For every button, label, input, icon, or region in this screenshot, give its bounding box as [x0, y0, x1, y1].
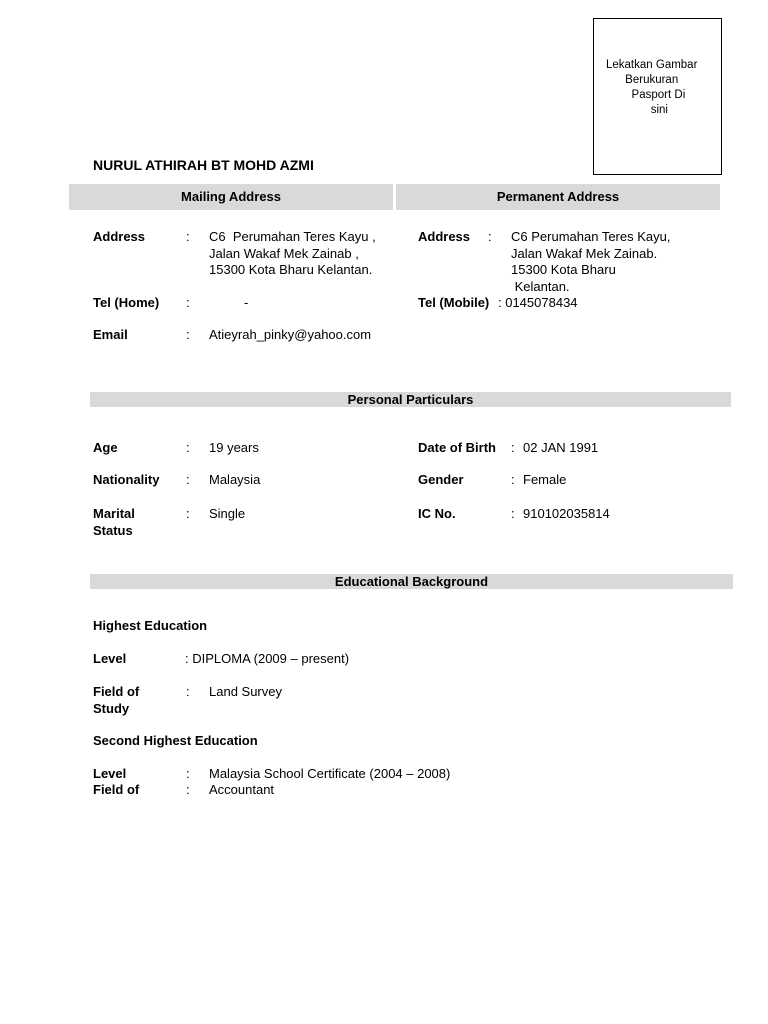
- separator: :: [186, 229, 190, 244]
- age-label: Age: [93, 440, 118, 455]
- separator: :: [511, 472, 515, 487]
- tel-mobile-value: : 0145078434: [498, 295, 578, 310]
- applicant-name: NURUL ATHIRAH BT MOHD AZMI: [93, 157, 314, 173]
- separator: :: [511, 506, 515, 521]
- highest-level-value: : DIPLOMA (2009 – present): [185, 651, 350, 666]
- separator: :: [186, 295, 190, 310]
- separator: :: [186, 766, 190, 781]
- mailing-address-value: C6 Perumahan Teres Kayu , Jalan Wakaf Mek Zainab , 15300 Kota Bharu Kelantan.: [209, 229, 376, 277]
- separator: :: [186, 782, 190, 797]
- highest-field-value: Land Survey: [209, 684, 282, 699]
- separator: :: [186, 327, 190, 342]
- dob-label: Date of Birth: [418, 440, 496, 455]
- separator: :: [511, 440, 515, 455]
- email-label: Email: [93, 327, 128, 342]
- second-level-label: Level: [93, 766, 127, 781]
- second-field-value: Accountant: [209, 782, 275, 797]
- separator: :: [186, 440, 190, 455]
- marital-status-label: Marital Status: [93, 506, 135, 538]
- email-value: Atieyrah_pinky@yahoo.com: [209, 327, 372, 342]
- photo-placeholder-text: Lekatkan Gambar Berukuran Pasport Di sini: [606, 59, 698, 116]
- highest-education-heading: Highest Education: [93, 618, 208, 633]
- separator: :: [186, 506, 190, 521]
- separator: :: [488, 229, 492, 244]
- mailing-address-label: Address: [93, 229, 146, 244]
- gender-value: Female: [523, 472, 567, 487]
- separator: :: [186, 472, 190, 487]
- tel-home-value: -: [244, 295, 249, 310]
- highest-field-label: Field of Study: [93, 684, 140, 716]
- separator: :: [186, 684, 190, 699]
- mailing-address-heading: Mailing Address: [69, 184, 393, 210]
- marital-status-value: Single: [209, 506, 246, 521]
- highest-level-label: Level: [93, 651, 127, 666]
- permanent-address-label: Address: [418, 229, 471, 244]
- second-field-label: Field of: [93, 782, 140, 797]
- tel-home-label: Tel (Home): [93, 295, 160, 310]
- tel-mobile-label: Tel (Mobile): [418, 295, 490, 310]
- permanent-address-heading: Permanent Address: [396, 184, 720, 210]
- personal-particulars-heading: Personal Particulars: [90, 392, 731, 407]
- ic-label: IC No.: [418, 506, 456, 521]
- age-value: 19 years: [209, 440, 259, 455]
- nationality-label: Nationality: [93, 472, 160, 487]
- ic-value: 910102035814: [523, 506, 610, 521]
- second-level-value: Malaysia School Certificate (2004 – 2008): [209, 766, 451, 781]
- second-highest-education-heading: Second Highest Education: [93, 733, 258, 748]
- educational-background-heading: Educational Background: [90, 574, 733, 589]
- photo-placeholder: [593, 18, 722, 175]
- permanent-address-value: C6 Perumahan Teres Kayu, Jalan Wakaf Mek Zainab. 15300 Kota Bharu Kelantan.: [511, 229, 671, 294]
- nationality-value: Malaysia: [209, 472, 261, 487]
- dob-value: 02 JAN 1991: [523, 440, 599, 455]
- gender-label: Gender: [418, 472, 464, 487]
